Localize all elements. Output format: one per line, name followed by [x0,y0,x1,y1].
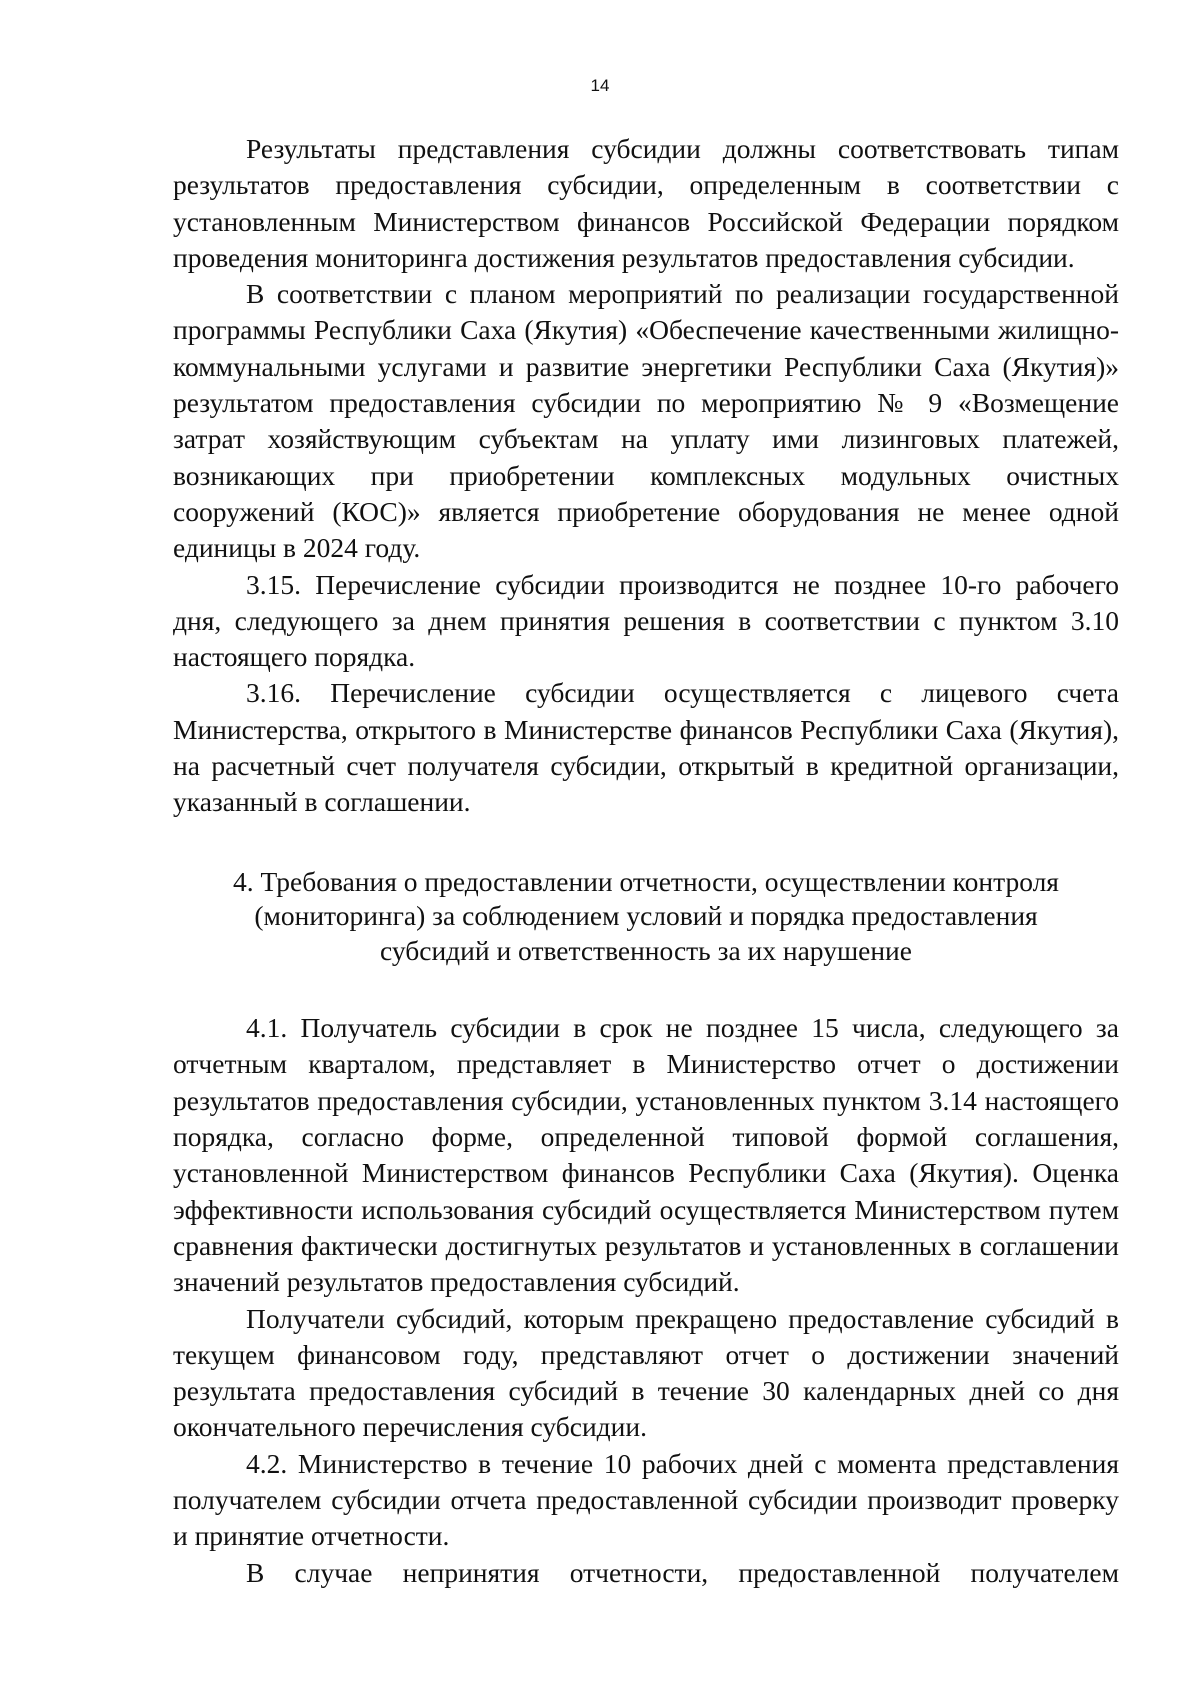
paragraph-program-result: В соответствии с планом мероприятий по реализации государственной программы Республики Саха (Якутия) «Обеспечение качественными жилищно-коммунальными услугами и развитие энергетики Республики Саха (Якутия)» результатом предоставления субсидии по мероприятию № 9 «Возмещение затрат хозяйствующим субъектам на уплату ими лизинговых платежей, возникающих при приобретении комплексных модульных очистных сооружений (КОС)» является приобретение оборудования не менее одной единицы в 2024 году. [173,278,1119,564]
paragraph-4-1: 4.1. Получатель субсидии в срок не позднее 15 числа, следующего за отчетным кварталом, представляет в Министерство отчет о достижении результатов предоставления субсидии, установленных пунктом 3.14 настоящего порядка, согласно форме, определенной типовой формой соглашения, установленной Министерством финансов Республики Саха (Якутия). Оценка эффективности использования субсидий осуществляется Министерством путем сравнения фактически достигнутых результатов и установленных в соглашении значений результатов предоставления субсидий. [173,1012,1119,1298]
section-heading-line: субсидий и ответственность за их нарушение [380,934,912,966]
section-heading-4 [173,865,1119,969]
paragraph-results-types: Результаты представления субсидии должны соответствовать типам результатов предоставления субсидии, определенным в соответствии с установленным Министерством финансов Российской Федерации порядком проведения мониторинга достижения результатов предоставления субсидии. [173,133,1119,273]
paragraph-4-2: 4.2. Министерство в течение 10 рабочих дней с момента представления получателем субсидии отчета предоставленной субсидии производит проверку и принятие отчетности. [173,1447,1119,1552]
paragraph-continued: В случае непринятия отчетности, предоставленной получателем [246,1556,1119,1588]
section-heading-line: 4. Требования о предоставлении отчетности, осуществлении контроля [233,865,1059,897]
section-heading-line: (мониторинга) за соблюдением условий и порядка предоставления [254,900,1038,932]
paragraph-3-15: 3.15. Перечисление субсидии производится не позднее 10-го рабочего дня, следующего за днем принятия решения в соответствии с пунктом 3.10 настоящего порядка. [173,568,1119,673]
document-body [173,131,1119,1591]
paragraph-terminated-recipients: Получатели субсидий, которым прекращено предоставление субсидий в текущем финансовом году, представляют отчет о достижении значений результата предоставления субсидий в течение 30 календарных дней со дня окончательного перечисления субсидии. [173,1302,1119,1443]
page-number: 14 [590,76,610,95]
paragraph-3-16: 3.16. Перечисление субсидии осуществляется с лицевого счета Министерства, открытого в Министерстве финансов Республики Саха (Якутия), на расчетный счет получателя субсидии, открытый в кредитной организации, указанный в соглашении. [173,677,1119,818]
